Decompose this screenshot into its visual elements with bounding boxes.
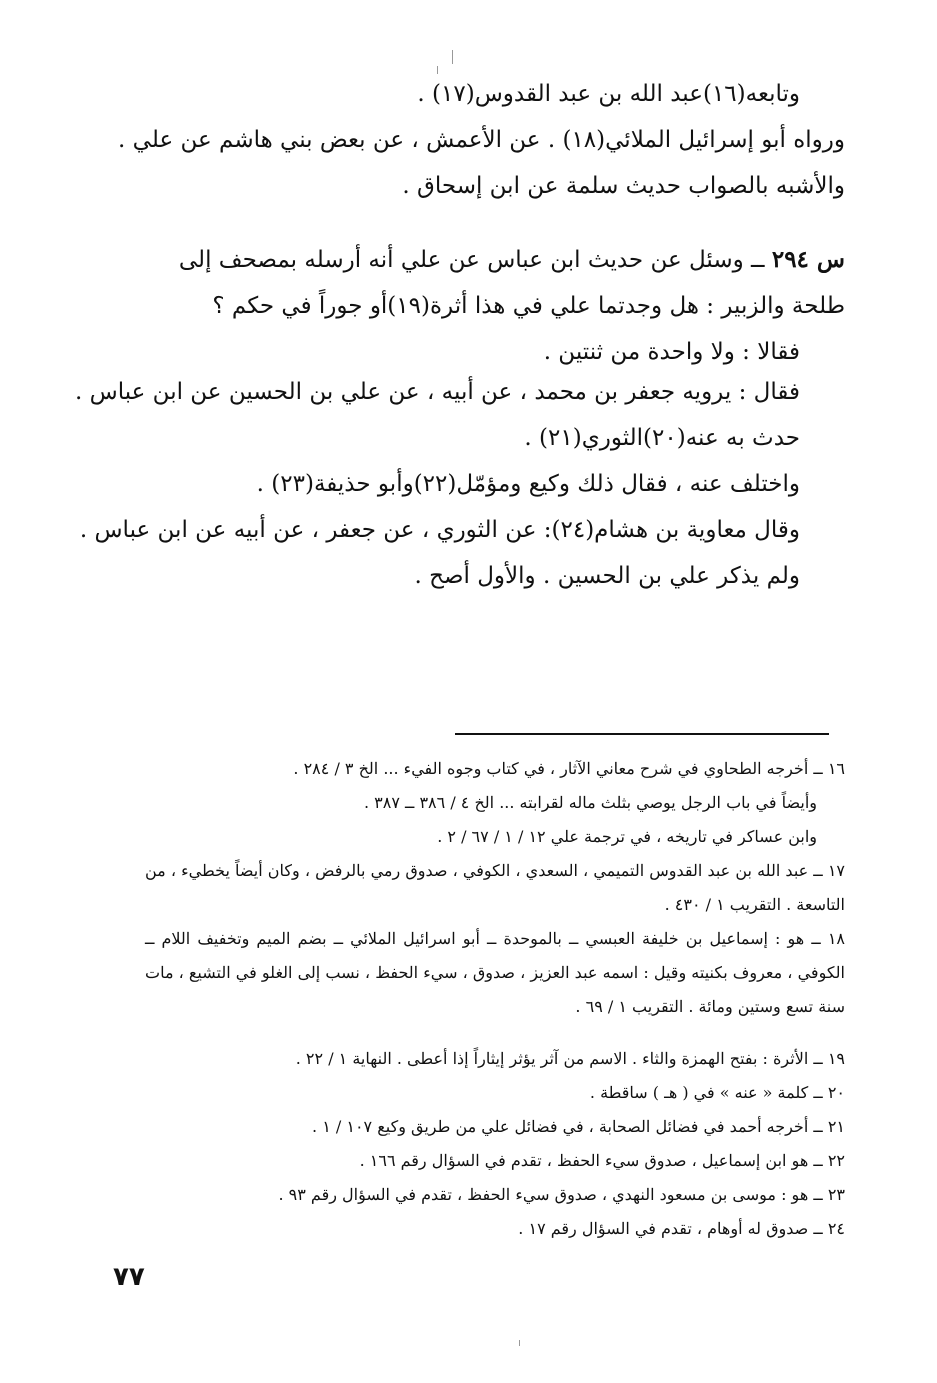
text-line: حدث به عنه(٢٠)الثوري(٢١) . — [524, 425, 800, 451]
footnote-17: ١٧ ــ عبد الله بن عبد القدوس التميمي ، السعدي ، الكوفي ، صدوق رمي بالرفض ، وكان أيضاً يخطيء ، من التاسعة . التقريب ١ / ٤٣٠ . — [145, 861, 845, 914]
question-line — [140, 244, 845, 290]
text-line: وقال معاوية بن هشام(٢٤): عن الثوري ، عن جعفر ، عن أبيه عن ابن عباس . — [79, 517, 800, 543]
footnote-21: ٢١ ــ أخرجه أحمد في فضائل الصحابة ، في فضائل علي من طريق وكيع ١٠٧ / ١ . — [312, 1117, 845, 1136]
question-number: س ٢٩٤ — [771, 246, 845, 273]
footnote-16-continued: وأيضاً في باب الرجل يوصي بثلث ماله لقرابته ... الخ ٤ / ٣٨٦ ــ ٣٨٧ . — [363, 793, 817, 812]
text-line: والأشبه بالصواب حديث سلمة عن ابن إسحاق . — [402, 173, 845, 199]
footnote-22: ٢٢ ــ هو ابن إسماعيل ، صدوق سيء الحفظ ، تقدم في السؤال رقم ١٦٦ . — [359, 1151, 845, 1170]
scan-mark — [437, 66, 438, 74]
main-text — [75, 78, 845, 606]
text-line: واختلف عنه ، فقال ذلك وكيع ومؤمّل(٢٢)وأبو حذيفة(٢٣) . — [256, 471, 800, 497]
text-line: وتابعه(١٦)عبد الله بن عبد القدوس(١٧) . — [417, 81, 800, 107]
text-line: طلحة والزبير : هل وجدتما علي في هذا أثرة(١٩)أو جوراً في حكم ؟ — [212, 293, 845, 319]
footnote-19: ١٩ ــ الأثرة : بفتح الهمزة والثاء . الاسم من آثر يؤثر إيثاراً إذا أعطى . النهاية ١ / ٢٢ . — [295, 1049, 845, 1068]
footnote-16: ١٦ ــ أخرجه الطحاوي في شرح معاني الآثار ، في كتاب وجوه الفيء ... الخ ٣ / ٢٨٤ . — [293, 759, 845, 778]
footnote-20: ٢٠ ــ كلمة « عنه » في ( هـ ) ساقطة . — [589, 1083, 845, 1102]
footnote-18: ١٨ ــ هو : إسماعيل بن خليفة العبسي ــ بالموحدة ــ أبو اسرائيل الملائي ــ بضم الميم وتخفيف اللام ــ الكوفي ، معروف بكنيته وقيل : اسمه عبد العزيز ، صدوق ، سيء الحفظ ، نسب إلى الغلو في التشيع ، مات سنة تسع وستين ومائة . التقريب ١ / ٦٩ . — [145, 929, 845, 1016]
text-line: فقالا : ولا واحدة من ثنتين . — [543, 339, 800, 365]
text-line: ولم يذكر علي بن الحسين . والأول أصح . — [414, 563, 800, 589]
footnote-24: ٢٤ ــ صدوق له أوهام ، تقدم في السؤال رقم ١٧ . — [518, 1219, 845, 1238]
footnote-23: ٢٣ ــ هو : موسى بن مسعود النهدي ، صدوق سيء الحفظ ، تقدم في السؤال رقم ٩٣ . — [278, 1185, 845, 1204]
text-line: فقال : يرويه جعفر بن محمد ، عن أبيه ، عن علي بن الحسين عن ابن عباس . — [75, 379, 800, 405]
text-line: ورواه أبو إسرائيل الملائي(١٨) . عن الأعمش ، عن بعض بني هاشم عن علي . — [118, 127, 845, 153]
footnote-16-continued: وابن عساكر في تاريخه ، في ترجمة علي ١٢ / ١ / ٦٧ / ٢ . — [437, 827, 817, 846]
footnote-divider — [455, 733, 829, 735]
scan-mark — [519, 1340, 520, 1346]
scan-mark — [452, 50, 453, 64]
question-text: ــ وسئل عن حديث ابن عباس عن علي أنه أرسله بمصحف إلى — [178, 247, 772, 273]
footnotes — [145, 752, 845, 1246]
page-number: ٧٧ — [113, 1262, 145, 1292]
